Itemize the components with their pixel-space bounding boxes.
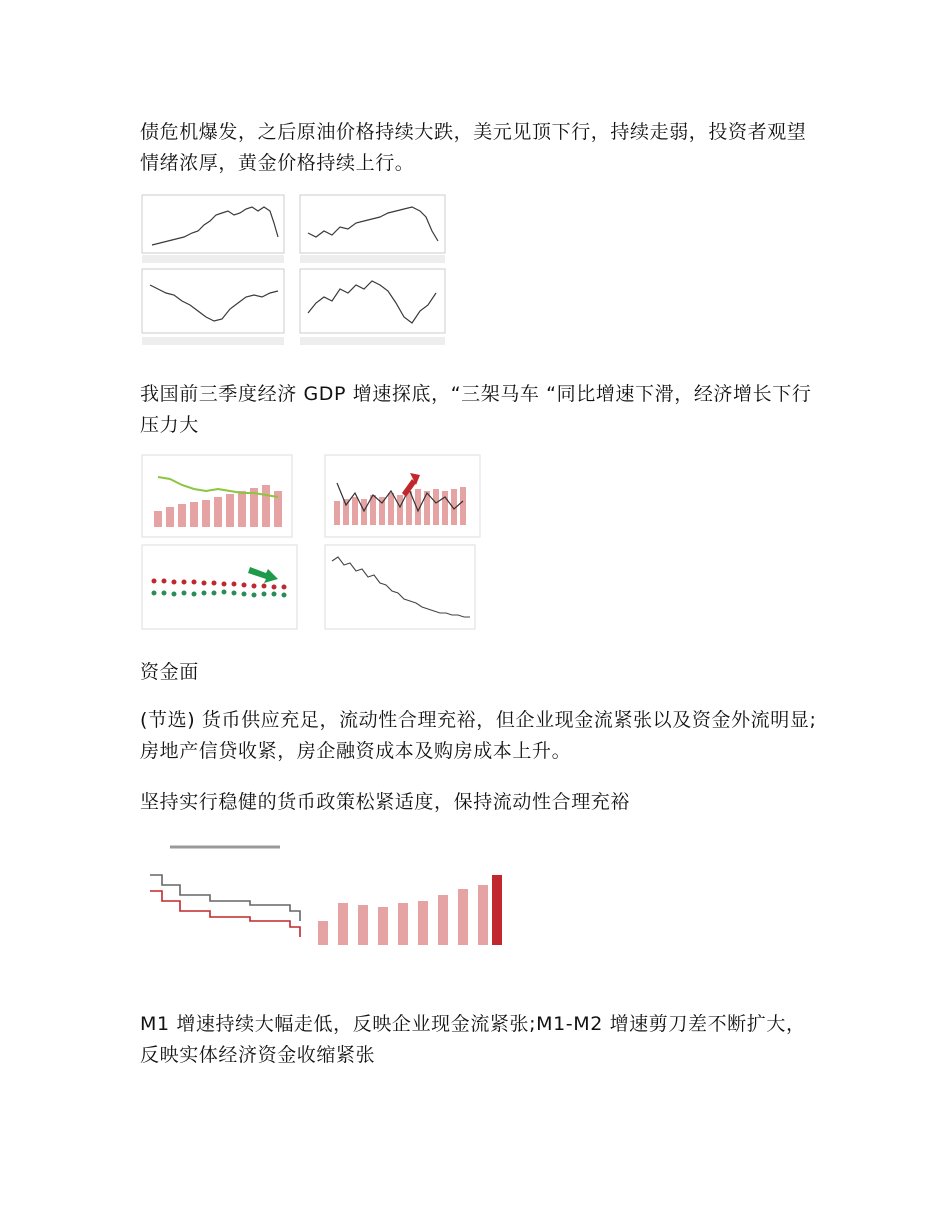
paragraph-gdp-slowdown: 我国前三季度经济 GDP 增速探底，“三架马车 “同比增速下滑，经济增长下行压力大 xyxy=(140,383,812,436)
paragraph-liquidity: (节选) 货币供应充足，流动性合理充裕，但企业现金流紧张以及资金外流明显;房地产信贷收紧，房企融资成本及购房成本上升。 xyxy=(140,709,817,762)
figure-gdp-charts xyxy=(140,453,485,633)
paragraph-gold-oil-dollar: 债危机爆发，之后原油价格持续大跌，美元见顶下行，持续走弱，投资者观望情绪浓厚，黄金价格持续上行。 xyxy=(140,121,807,174)
paragraph-monetary-policy: 坚持实行稳健的货币政策松紧适度，保持流动性合理充裕 xyxy=(140,791,631,813)
paragraph-m1-m2: M1 增速持续大幅走低，反映企业现金流紧张;M1-M2 增速剪刀差不断扩大，反映实体经济资金收缩紧张 xyxy=(140,1013,806,1066)
price-chart-1 xyxy=(142,195,284,263)
figure-price-charts xyxy=(140,193,450,353)
investment-bar-line-chart xyxy=(325,455,480,537)
loans-bar-chart xyxy=(316,835,506,979)
price-chart-4 xyxy=(300,269,445,345)
price-chart-3 xyxy=(142,269,284,345)
three-carriages-dot-chart xyxy=(142,545,297,629)
price-chart-2 xyxy=(300,195,445,263)
figure-monetary-charts xyxy=(140,833,510,983)
declining-line-chart xyxy=(325,545,475,629)
section-heading-funds: 资金面 xyxy=(140,661,199,683)
reserve-ratio-step-chart xyxy=(142,835,307,979)
gdp-bar-line-chart xyxy=(142,455,292,537)
